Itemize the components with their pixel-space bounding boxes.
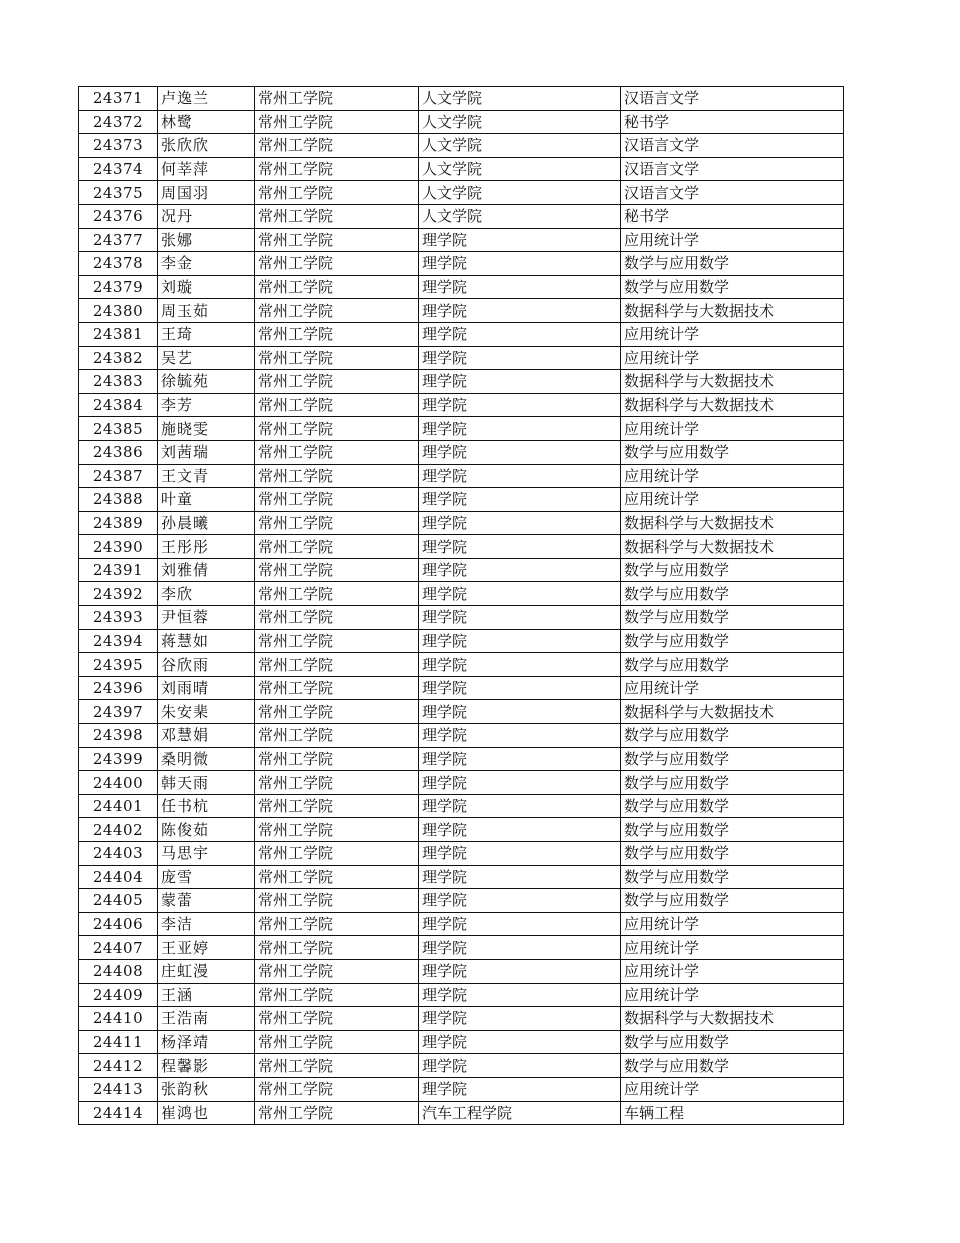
student-id-cell: 24385 (79, 417, 158, 441)
college-cell: 理学院 (419, 629, 621, 653)
school-cell: 常州工学院 (255, 299, 419, 323)
major-cell: 应用统计学 (621, 228, 844, 252)
school-cell: 常州工学院 (255, 653, 419, 677)
student-id-cell: 24399 (79, 747, 158, 771)
college-cell: 人文学院 (419, 134, 621, 158)
student-name-cell: 陈俊茹 (158, 818, 255, 842)
school-cell: 常州工学院 (255, 842, 419, 866)
student-name-cell: 庄虹漫 (158, 959, 255, 983)
student-id-cell: 24371 (79, 87, 158, 111)
student-list-sheet (78, 86, 843, 1125)
major-cell: 数据科学与大数据技术 (621, 535, 844, 559)
major-cell: 汉语言文学 (621, 181, 844, 205)
college-cell: 人文学院 (419, 110, 621, 134)
school-cell: 常州工学院 (255, 393, 419, 417)
table-row (79, 87, 844, 111)
major-cell: 数据科学与大数据技术 (621, 511, 844, 535)
student-name-cell: 刘璇 (158, 275, 255, 299)
school-cell: 常州工学院 (255, 511, 419, 535)
major-cell: 应用统计学 (621, 488, 844, 512)
table-row (79, 724, 844, 748)
student-name-cell: 孙晨曦 (158, 511, 255, 535)
school-cell: 常州工学院 (255, 606, 419, 630)
student-id-cell: 24394 (79, 629, 158, 653)
major-cell: 数学与应用数学 (621, 629, 844, 653)
major-cell: 应用统计学 (621, 983, 844, 1007)
school-cell: 常州工学院 (255, 322, 419, 346)
college-cell: 理学院 (419, 912, 621, 936)
table-row (79, 322, 844, 346)
school-cell: 常州工学院 (255, 87, 419, 111)
major-cell: 数据科学与大数据技术 (621, 370, 844, 394)
table-row (79, 558, 844, 582)
table-row (79, 228, 844, 252)
major-cell: 秘书学 (621, 204, 844, 228)
table-row (79, 747, 844, 771)
school-cell: 常州工学院 (255, 558, 419, 582)
school-cell: 常州工学院 (255, 204, 419, 228)
table-row (79, 393, 844, 417)
table-row (79, 912, 844, 936)
table-row (79, 865, 844, 889)
college-cell: 理学院 (419, 959, 621, 983)
college-cell: 理学院 (419, 346, 621, 370)
school-cell: 常州工学院 (255, 252, 419, 276)
table-row (79, 818, 844, 842)
major-cell: 应用统计学 (621, 346, 844, 370)
school-cell: 常州工学院 (255, 1077, 419, 1101)
student-name-cell: 谷欣雨 (158, 653, 255, 677)
major-cell: 应用统计学 (621, 936, 844, 960)
college-cell: 理学院 (419, 653, 621, 677)
student-table-body (79, 87, 844, 1125)
major-cell: 应用统计学 (621, 1077, 844, 1101)
student-name-cell: 周国羽 (158, 181, 255, 205)
college-cell: 理学院 (419, 511, 621, 535)
table-row (79, 488, 844, 512)
college-cell: 理学院 (419, 606, 621, 630)
school-cell: 常州工学院 (255, 464, 419, 488)
student-id-cell: 24398 (79, 724, 158, 748)
major-cell: 数学与应用数学 (621, 275, 844, 299)
student-id-cell: 24381 (79, 322, 158, 346)
school-cell: 常州工学院 (255, 794, 419, 818)
table-row (79, 1101, 844, 1125)
college-cell: 理学院 (419, 535, 621, 559)
student-id-cell: 24388 (79, 488, 158, 512)
student-name-cell: 李欣 (158, 582, 255, 606)
school-cell: 常州工学院 (255, 275, 419, 299)
table-row (79, 535, 844, 559)
major-cell: 汉语言文学 (621, 134, 844, 158)
major-cell: 秘书学 (621, 110, 844, 134)
college-cell: 理学院 (419, 370, 621, 394)
college-cell: 理学院 (419, 747, 621, 771)
student-id-cell: 24393 (79, 606, 158, 630)
student-name-cell: 尹恒蓉 (158, 606, 255, 630)
major-cell: 数学与应用数学 (621, 724, 844, 748)
student-name-cell: 张韵秋 (158, 1077, 255, 1101)
school-cell: 常州工学院 (255, 771, 419, 795)
student-name-cell: 马思宇 (158, 842, 255, 866)
student-name-cell: 施晓雯 (158, 417, 255, 441)
college-cell: 理学院 (419, 818, 621, 842)
student-name-cell: 蒙蕾 (158, 889, 255, 913)
student-id-cell: 24384 (79, 393, 158, 417)
college-cell: 人文学院 (419, 87, 621, 111)
student-name-cell: 杨泽靖 (158, 1030, 255, 1054)
student-name-cell: 周玉茹 (158, 299, 255, 323)
college-cell: 理学院 (419, 889, 621, 913)
student-id-cell: 24407 (79, 936, 158, 960)
major-cell: 应用统计学 (621, 912, 844, 936)
student-name-cell: 刘茜瑞 (158, 440, 255, 464)
table-row (79, 889, 844, 913)
college-cell: 汽车工程学院 (419, 1101, 621, 1125)
college-cell: 理学院 (419, 558, 621, 582)
school-cell: 常州工学院 (255, 700, 419, 724)
major-cell: 车辆工程 (621, 1101, 844, 1125)
college-cell: 理学院 (419, 1007, 621, 1031)
school-cell: 常州工学院 (255, 818, 419, 842)
school-cell: 常州工学院 (255, 959, 419, 983)
school-cell: 常州工学院 (255, 535, 419, 559)
school-cell: 常州工学院 (255, 1054, 419, 1078)
school-cell: 常州工学院 (255, 865, 419, 889)
student-id-cell: 24409 (79, 983, 158, 1007)
table-row (79, 464, 844, 488)
major-cell: 数学与应用数学 (621, 794, 844, 818)
student-name-cell: 王亚婷 (158, 936, 255, 960)
major-cell: 数据科学与大数据技术 (621, 1007, 844, 1031)
college-cell: 理学院 (419, 676, 621, 700)
table-row (79, 959, 844, 983)
table-row (79, 1077, 844, 1101)
school-cell: 常州工学院 (255, 370, 419, 394)
major-cell: 数学与应用数学 (621, 818, 844, 842)
student-name-cell: 李芳 (158, 393, 255, 417)
college-cell: 理学院 (419, 983, 621, 1007)
school-cell: 常州工学院 (255, 747, 419, 771)
major-cell: 数据科学与大数据技术 (621, 700, 844, 724)
major-cell: 数学与应用数学 (621, 653, 844, 677)
college-cell: 理学院 (419, 771, 621, 795)
table-row (79, 676, 844, 700)
student-id-cell: 24396 (79, 676, 158, 700)
major-cell: 应用统计学 (621, 322, 844, 346)
college-cell: 理学院 (419, 724, 621, 748)
college-cell: 理学院 (419, 842, 621, 866)
school-cell: 常州工学院 (255, 110, 419, 134)
major-cell: 应用统计学 (621, 959, 844, 983)
major-cell: 数学与应用数学 (621, 747, 844, 771)
student-id-cell: 24405 (79, 889, 158, 913)
student-name-cell: 卢逸兰 (158, 87, 255, 111)
major-cell: 应用统计学 (621, 676, 844, 700)
student-name-cell: 徐毓苑 (158, 370, 255, 394)
college-cell: 理学院 (419, 1030, 621, 1054)
school-cell: 常州工学院 (255, 912, 419, 936)
college-cell: 理学院 (419, 299, 621, 323)
student-name-cell: 任书杭 (158, 794, 255, 818)
college-cell: 理学院 (419, 582, 621, 606)
college-cell: 理学院 (419, 322, 621, 346)
student-name-cell: 王琦 (158, 322, 255, 346)
student-id-cell: 24372 (79, 110, 158, 134)
student-id-cell: 24375 (79, 181, 158, 205)
student-name-cell: 况丹 (158, 204, 255, 228)
student-name-cell: 韩天雨 (158, 771, 255, 795)
student-name-cell: 王彤彤 (158, 535, 255, 559)
major-cell: 数据科学与大数据技术 (621, 393, 844, 417)
college-cell: 人文学院 (419, 157, 621, 181)
student-name-cell: 王涵 (158, 983, 255, 1007)
major-cell: 数学与应用数学 (621, 865, 844, 889)
student-name-cell: 蒋慧如 (158, 629, 255, 653)
major-cell: 汉语言文学 (621, 157, 844, 181)
student-name-cell: 朱安棐 (158, 700, 255, 724)
college-cell: 人文学院 (419, 181, 621, 205)
student-id-cell: 24378 (79, 252, 158, 276)
table-row (79, 1054, 844, 1078)
school-cell: 常州工学院 (255, 134, 419, 158)
college-cell: 理学院 (419, 464, 621, 488)
major-cell: 应用统计学 (621, 417, 844, 441)
student-id-cell: 24380 (79, 299, 158, 323)
college-cell: 理学院 (419, 865, 621, 889)
table-row (79, 771, 844, 795)
school-cell: 常州工学院 (255, 488, 419, 512)
student-id-cell: 24411 (79, 1030, 158, 1054)
student-id-cell: 24390 (79, 535, 158, 559)
student-id-cell: 24413 (79, 1077, 158, 1101)
college-cell: 理学院 (419, 794, 621, 818)
student-id-cell: 24389 (79, 511, 158, 535)
student-name-cell: 李洁 (158, 912, 255, 936)
college-cell: 理学院 (419, 440, 621, 464)
table-row (79, 1030, 844, 1054)
student-name-cell: 刘雨晴 (158, 676, 255, 700)
college-cell: 理学院 (419, 417, 621, 441)
table-row (79, 417, 844, 441)
table-row (79, 299, 844, 323)
student-id-cell: 24401 (79, 794, 158, 818)
major-cell: 数学与应用数学 (621, 252, 844, 276)
student-id-cell: 24400 (79, 771, 158, 795)
major-cell: 应用统计学 (621, 464, 844, 488)
college-cell: 理学院 (419, 228, 621, 252)
major-cell: 数学与应用数学 (621, 1054, 844, 1078)
student-id-cell: 24412 (79, 1054, 158, 1078)
student-table (78, 86, 844, 1125)
student-id-cell: 24387 (79, 464, 158, 488)
table-row (79, 983, 844, 1007)
table-row (79, 134, 844, 158)
student-name-cell: 林鹭 (158, 110, 255, 134)
table-row (79, 700, 844, 724)
student-name-cell: 邓慧娟 (158, 724, 255, 748)
school-cell: 常州工学院 (255, 440, 419, 464)
school-cell: 常州工学院 (255, 228, 419, 252)
student-id-cell: 24414 (79, 1101, 158, 1125)
table-row (79, 936, 844, 960)
table-row (79, 275, 844, 299)
table-row (79, 842, 844, 866)
student-name-cell: 程馨影 (158, 1054, 255, 1078)
table-row (79, 440, 844, 464)
major-cell: 数学与应用数学 (621, 582, 844, 606)
school-cell: 常州工学院 (255, 346, 419, 370)
student-name-cell: 王浩南 (158, 1007, 255, 1031)
student-id-cell: 24408 (79, 959, 158, 983)
table-row (79, 204, 844, 228)
table-row (79, 511, 844, 535)
major-cell: 数学与应用数学 (621, 889, 844, 913)
table-row (79, 157, 844, 181)
school-cell: 常州工学院 (255, 181, 419, 205)
student-name-cell: 王文青 (158, 464, 255, 488)
table-row (79, 346, 844, 370)
student-name-cell: 李金 (158, 252, 255, 276)
major-cell: 数学与应用数学 (621, 771, 844, 795)
college-cell: 理学院 (419, 1054, 621, 1078)
student-id-cell: 24377 (79, 228, 158, 252)
student-id-cell: 24402 (79, 818, 158, 842)
major-cell: 数学与应用数学 (621, 1030, 844, 1054)
major-cell: 汉语言文学 (621, 87, 844, 111)
student-name-cell: 叶童 (158, 488, 255, 512)
student-id-cell: 24383 (79, 370, 158, 394)
student-name-cell: 刘雅倩 (158, 558, 255, 582)
student-id-cell: 24397 (79, 700, 158, 724)
major-cell: 数学与应用数学 (621, 606, 844, 630)
student-id-cell: 24391 (79, 558, 158, 582)
student-id-cell: 24376 (79, 204, 158, 228)
student-name-cell: 张欣欣 (158, 134, 255, 158)
college-cell: 理学院 (419, 393, 621, 417)
table-row (79, 370, 844, 394)
college-cell: 理学院 (419, 275, 621, 299)
school-cell: 常州工学院 (255, 889, 419, 913)
school-cell: 常州工学院 (255, 157, 419, 181)
school-cell: 常州工学院 (255, 724, 419, 748)
student-name-cell: 崔鸿也 (158, 1101, 255, 1125)
table-row (79, 653, 844, 677)
student-id-cell: 24403 (79, 842, 158, 866)
college-cell: 理学院 (419, 700, 621, 724)
college-cell: 理学院 (419, 1077, 621, 1101)
table-row (79, 606, 844, 630)
table-row (79, 629, 844, 653)
student-id-cell: 24386 (79, 440, 158, 464)
student-name-cell: 庞雪 (158, 865, 255, 889)
school-cell: 常州工学院 (255, 1101, 419, 1125)
college-cell: 理学院 (419, 936, 621, 960)
student-name-cell: 桑明微 (158, 747, 255, 771)
table-row (79, 582, 844, 606)
student-id-cell: 24404 (79, 865, 158, 889)
table-row (79, 794, 844, 818)
table-row (79, 1007, 844, 1031)
school-cell: 常州工学院 (255, 676, 419, 700)
table-row (79, 110, 844, 134)
student-id-cell: 24374 (79, 157, 158, 181)
major-cell: 数学与应用数学 (621, 558, 844, 582)
school-cell: 常州工学院 (255, 983, 419, 1007)
school-cell: 常州工学院 (255, 582, 419, 606)
table-row (79, 252, 844, 276)
student-id-cell: 24373 (79, 134, 158, 158)
table-row (79, 181, 844, 205)
student-name-cell: 吴艺 (158, 346, 255, 370)
student-name-cell: 何莘萍 (158, 157, 255, 181)
school-cell: 常州工学院 (255, 1030, 419, 1054)
student-id-cell: 24379 (79, 275, 158, 299)
major-cell: 数据科学与大数据技术 (621, 299, 844, 323)
college-cell: 理学院 (419, 252, 621, 276)
major-cell: 数学与应用数学 (621, 842, 844, 866)
student-id-cell: 24382 (79, 346, 158, 370)
student-id-cell: 24410 (79, 1007, 158, 1031)
college-cell: 理学院 (419, 488, 621, 512)
school-cell: 常州工学院 (255, 629, 419, 653)
school-cell: 常州工学院 (255, 417, 419, 441)
student-id-cell: 24392 (79, 582, 158, 606)
school-cell: 常州工学院 (255, 936, 419, 960)
student-id-cell: 24406 (79, 912, 158, 936)
major-cell: 数学与应用数学 (621, 440, 844, 464)
student-id-cell: 24395 (79, 653, 158, 677)
student-name-cell: 张娜 (158, 228, 255, 252)
college-cell: 人文学院 (419, 204, 621, 228)
school-cell: 常州工学院 (255, 1007, 419, 1031)
